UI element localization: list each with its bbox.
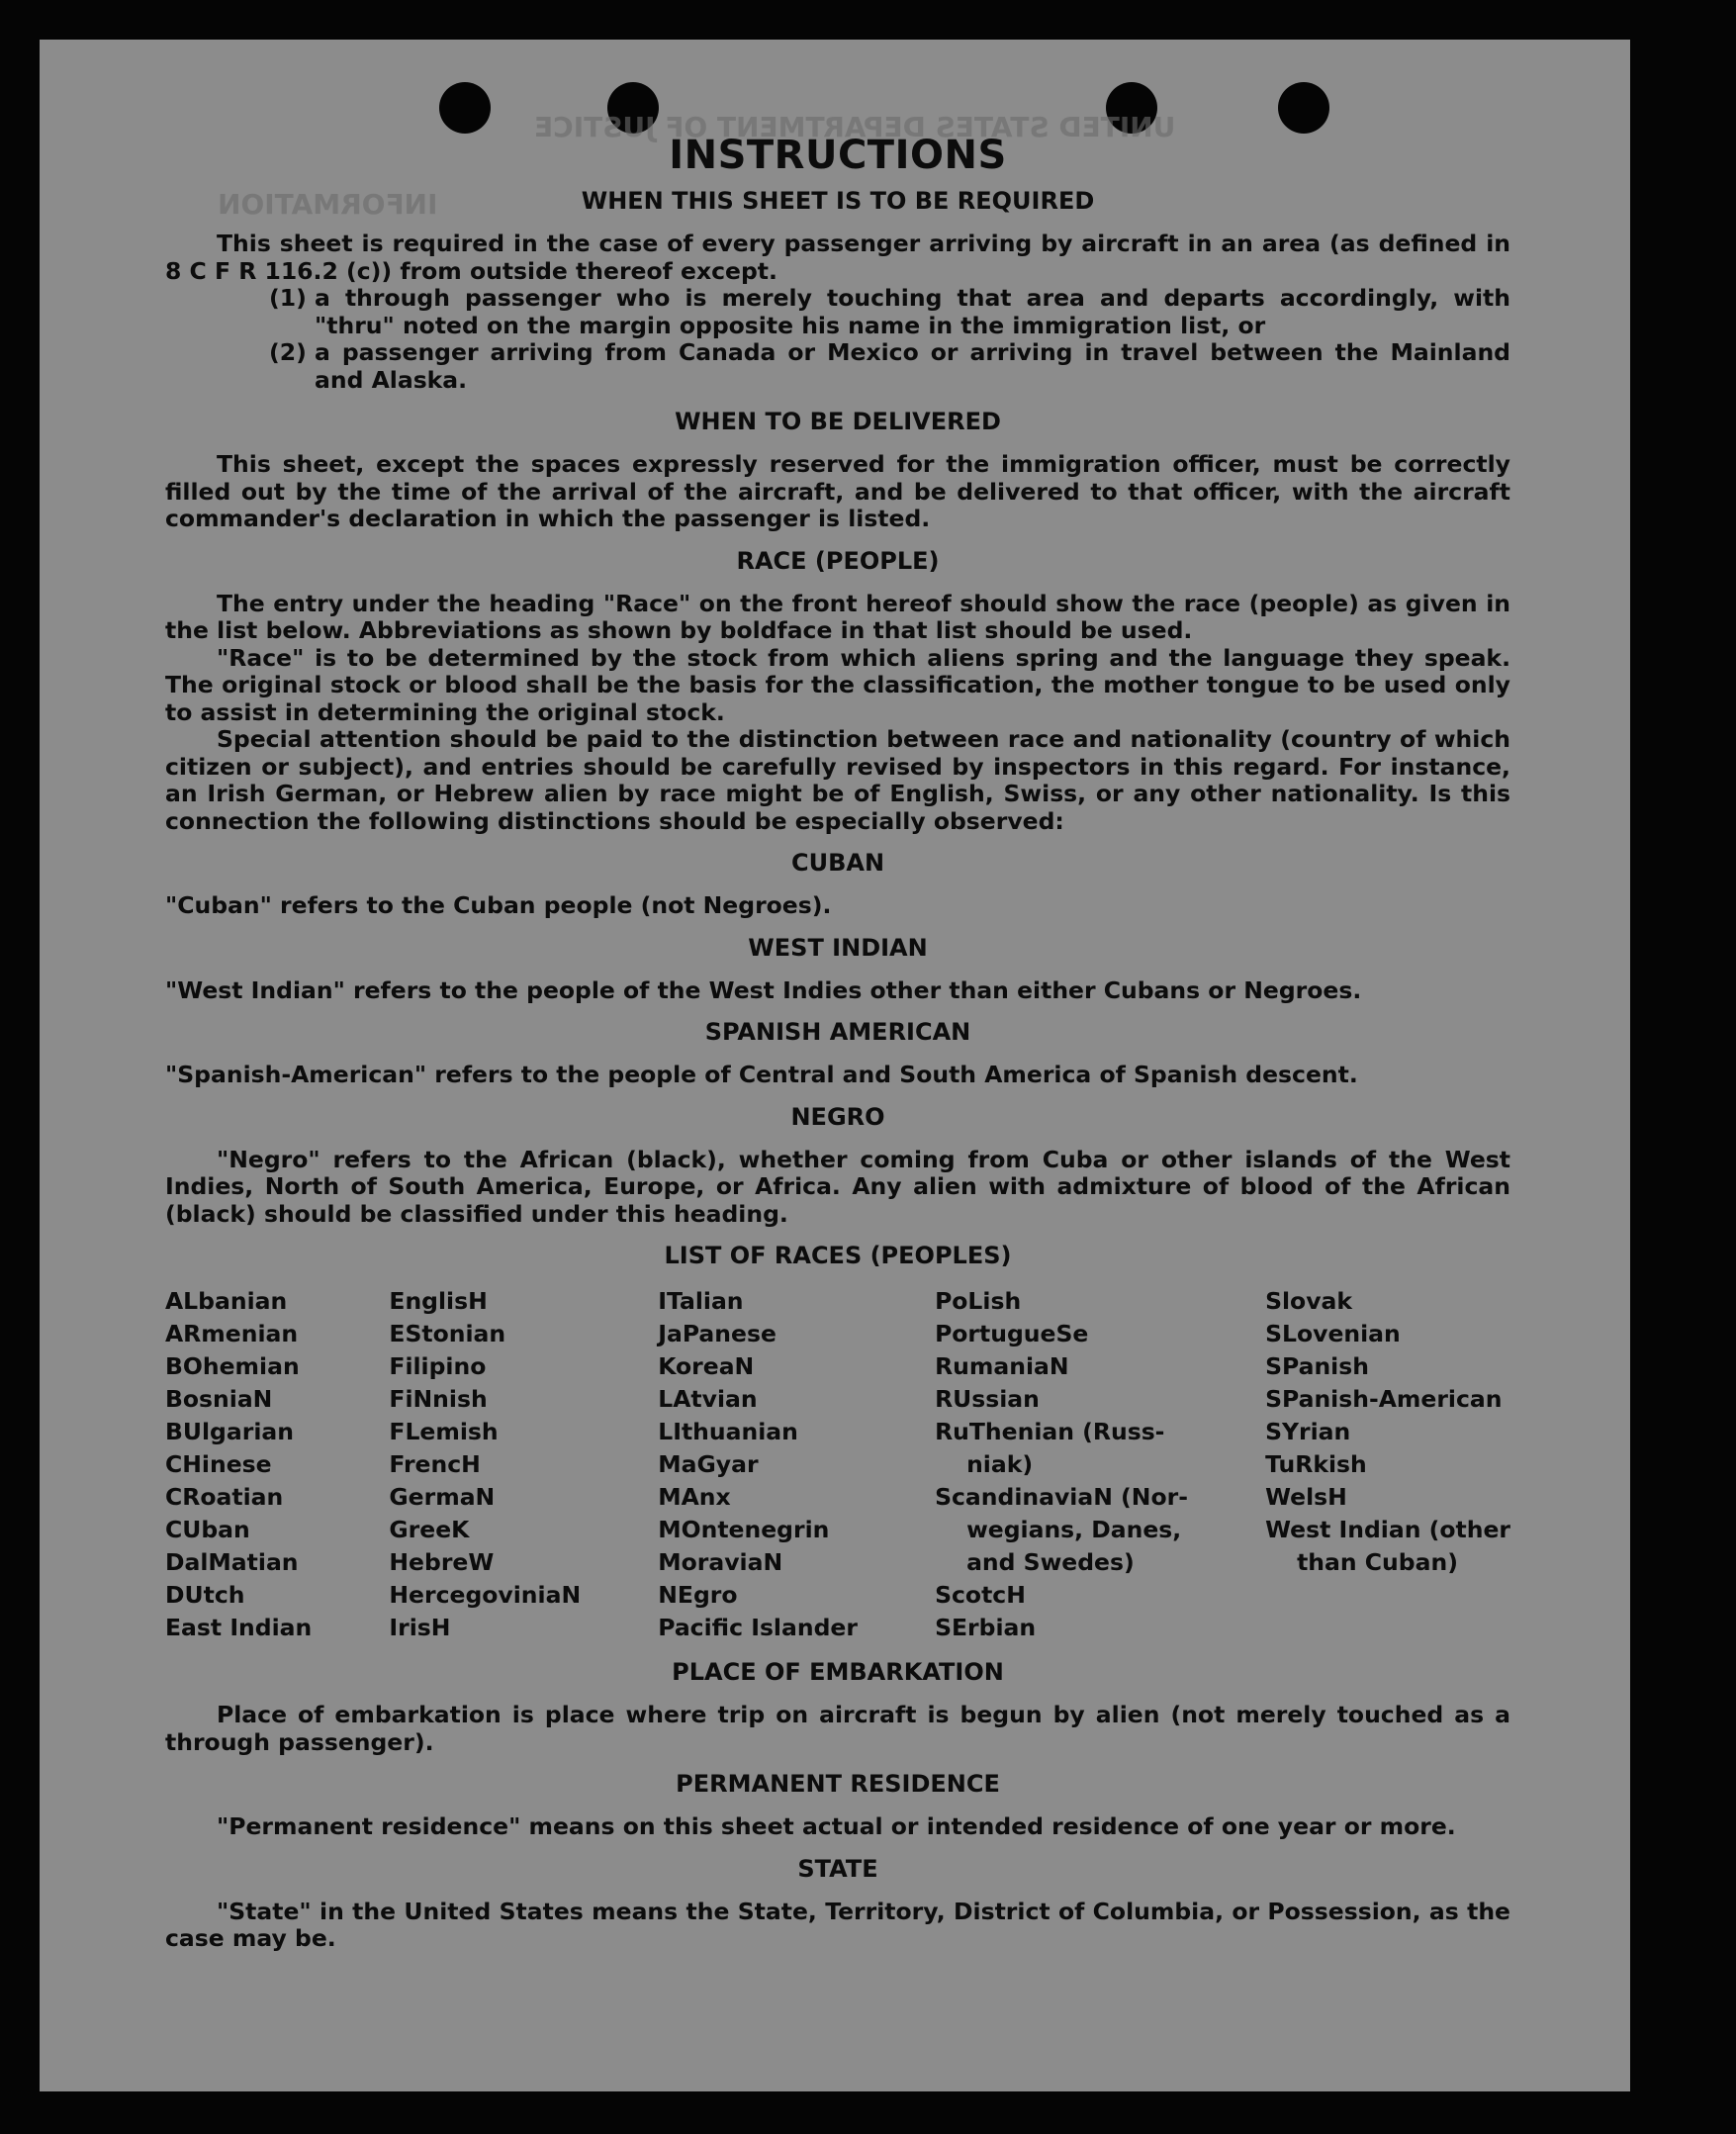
race-entry: PortugueSe bbox=[935, 1320, 1089, 1347]
race-entry: TuRkish bbox=[1265, 1450, 1367, 1478]
race-entry-continued: wegians, Danes, bbox=[966, 1516, 1182, 1543]
bleed-through-text: UNITED STATES DEPARTMENT OF JUSTICE bbox=[534, 111, 1176, 143]
page-title: INSTRUCTIONS bbox=[669, 133, 1007, 178]
race-entry: ScandinaviaN (Nor- bbox=[935, 1483, 1188, 1511]
negro-text: "Negro" refers to the African (black), whether coming from Cuba or other islands of the West Indies, North of South America, Europe, or Africa. Any alien with admixture of blood of the African (black) should be classified under this heading. bbox=[165, 1145, 1510, 1228]
section-heading-spanish-american: SPANISH AMERICAN bbox=[704, 1018, 971, 1046]
section-heading-permanent-residence: PERMANENT RESIDENCE bbox=[676, 1770, 1000, 1798]
document-sheet bbox=[40, 40, 1630, 2091]
race-entry: ALbanian bbox=[165, 1287, 288, 1315]
race-entry: NEgro bbox=[658, 1581, 738, 1609]
race-entry: CHinese bbox=[165, 1450, 272, 1478]
section-heading-negro: NEGRO bbox=[790, 1102, 885, 1131]
exception-number: (1) bbox=[269, 284, 307, 312]
race-paragraph: The entry under the heading "Race" on the front hereof should show the race (people) as given in the list below. Abbreviations as shown by boldface in that list should be used. bbox=[165, 589, 1510, 644]
race-entry: GermaN bbox=[389, 1483, 496, 1511]
race-entry: ScotcH bbox=[935, 1581, 1026, 1609]
race-entry: RuThenian (Russ- bbox=[935, 1418, 1165, 1445]
race-entry: CUban bbox=[165, 1516, 250, 1543]
race-entry: MoraviaN bbox=[658, 1548, 783, 1576]
section-heading-west-indian: WEST INDIAN bbox=[748, 933, 928, 962]
race-entry: LAtvian bbox=[658, 1385, 758, 1413]
race-entry: BosniaN bbox=[165, 1385, 273, 1413]
section-heading-when-delivered: WHEN TO BE DELIVERED bbox=[675, 408, 1001, 435]
section-heading-list-of-races: LIST OF RACES (PEOPLES) bbox=[664, 1242, 1012, 1269]
race-entry: SPanish bbox=[1265, 1352, 1369, 1380]
west-indian-text: "West Indian" refers to the people of the West Indies other than either Cubans or Negroes. bbox=[165, 975, 1362, 1004]
race-column bbox=[165, 1285, 312, 1644]
race-entry: RumaniaN bbox=[935, 1352, 1069, 1380]
race-entry: WelsH bbox=[1265, 1483, 1347, 1511]
race-entry: EnglisH bbox=[389, 1287, 488, 1315]
race-paragraph: "Race" is to be determined by the stock from which aliens spring and the language they speak. The original stock or blood shall be the basis for the classification, the mother tongue to be used only to assist in determining the original stock. bbox=[165, 643, 1510, 726]
race-entry: Pacific Islander bbox=[658, 1614, 858, 1641]
race-entry: EStonian bbox=[389, 1320, 506, 1347]
race-entry: SErbian bbox=[935, 1614, 1037, 1641]
race-column bbox=[389, 1285, 581, 1644]
section-heading-cuban: CUBAN bbox=[790, 849, 885, 877]
state-text: "State" in the United States means the State, Territory, District of Columbia, or Possession, as the case may be. bbox=[165, 1897, 1510, 1952]
race-list bbox=[165, 1285, 1510, 1644]
race-entry: FiNnish bbox=[389, 1385, 488, 1413]
race-entry: KoreaN bbox=[658, 1352, 755, 1380]
race-entry: CRoatian bbox=[165, 1483, 284, 1511]
race-entry: RUssian bbox=[935, 1385, 1040, 1413]
race-entry: LIthuanian bbox=[658, 1418, 798, 1445]
instructions-content bbox=[165, 134, 1510, 1953]
section-heading-when-required: WHEN THIS SHEET IS TO BE REQUIRED bbox=[581, 187, 1095, 215]
race-entry: FrencH bbox=[389, 1450, 481, 1478]
bleed-through-text: INFORMATION bbox=[218, 188, 438, 221]
exception-text: a through passenger who is merely touching that area and departs accordingly, with "thru" noted on the margin opposite his name in the immigration list, or bbox=[315, 284, 1510, 339]
section-heading-state: STATE bbox=[797, 1854, 878, 1883]
spanish-american-text: "Spanish-American" refers to the people of Central and South America of Spanish descent. bbox=[165, 1061, 1358, 1088]
race-entry: SPanish-American bbox=[1265, 1385, 1503, 1413]
race-column bbox=[658, 1285, 858, 1644]
race-entry: BUlgarian bbox=[165, 1418, 294, 1445]
punch-hole bbox=[439, 82, 491, 134]
race-entry: PoLish bbox=[935, 1287, 1022, 1315]
race-entry: ARmenian bbox=[165, 1320, 299, 1347]
race-entry-continued: and Swedes) bbox=[966, 1548, 1135, 1576]
race-entry: BOhemian bbox=[165, 1352, 300, 1380]
race-column bbox=[1265, 1285, 1510, 1644]
race-entry: SYrian bbox=[1265, 1418, 1351, 1445]
race-column bbox=[935, 1285, 1188, 1644]
race-entry: MaGyar bbox=[658, 1450, 759, 1478]
permanent-residence-text: "Permanent residence" means on this sheet actual or intended residence of one year or more. bbox=[217, 1812, 1456, 1840]
embarkation-text: Place of embarkation is place where trip on aircraft is begun by alien (not merely touched as a through passenger). bbox=[165, 1701, 1510, 1756]
race-entry: IrisH bbox=[389, 1614, 451, 1641]
exception-text: a passenger arriving from Canada or Mexico or arriving in travel between the Mainland and Alaska. bbox=[315, 338, 1510, 394]
race-entry: DUtch bbox=[165, 1581, 245, 1609]
race-entry: East Indian bbox=[165, 1614, 313, 1641]
race-entry: ITalian bbox=[658, 1287, 744, 1315]
section-heading-race: RACE (PEOPLE) bbox=[736, 546, 940, 575]
punch-hole bbox=[1278, 82, 1329, 134]
exception-number: (2) bbox=[269, 338, 307, 366]
exception-item bbox=[165, 285, 1510, 339]
race-entry: GreeK bbox=[389, 1516, 470, 1543]
race-paragraph: Special attention should be paid to the distinction between race and nationality (country of which citizen or subject), and entries should be carefully revised by inspectors in this regard. For instance, an Irish German, or Hebrew alien by race might be of English, Swiss, or any other nationality. Is this connection the following distinctions should be especially observed: bbox=[165, 725, 1510, 835]
race-entry: MOntenegrin bbox=[658, 1516, 830, 1543]
cuban-text: "Cuban" refers to the Cuban people (not Negroes). bbox=[165, 891, 832, 919]
race-entry-continued: than Cuban) bbox=[1297, 1548, 1458, 1576]
race-entry: DalMatian bbox=[165, 1548, 299, 1576]
race-entry: Slovak bbox=[1265, 1287, 1353, 1315]
when-delivered-text: This sheet, except the spaces expressly reserved for the immigration officer, must be correctly filled out by the time of the arrival of the aircraft, and be delivered to that officer, with the aircraft commander's declaration in which the passenger is listed. bbox=[165, 450, 1510, 532]
race-entry: JaPanese bbox=[658, 1320, 777, 1347]
exception-item bbox=[165, 339, 1510, 394]
race-entry: Filipino bbox=[389, 1352, 487, 1380]
race-entry-continued: niak) bbox=[966, 1450, 1034, 1478]
race-entry: MAnx bbox=[658, 1483, 731, 1511]
race-entry: HercegoviniaN bbox=[389, 1581, 582, 1609]
section-heading-embarkation: PLACE OF EMBARKATION bbox=[672, 1658, 1004, 1686]
race-entry: SLovenian bbox=[1265, 1320, 1401, 1347]
race-entry: West Indian (other bbox=[1265, 1516, 1510, 1543]
when-required-intro: This sheet is required in the case of every passenger arriving by aircraft in an area (as defined in 8 C F R 116.2 (c)) from outside thereof except. bbox=[165, 230, 1510, 285]
race-entry: HebreW bbox=[389, 1548, 495, 1576]
race-entry: FLemish bbox=[389, 1418, 499, 1445]
